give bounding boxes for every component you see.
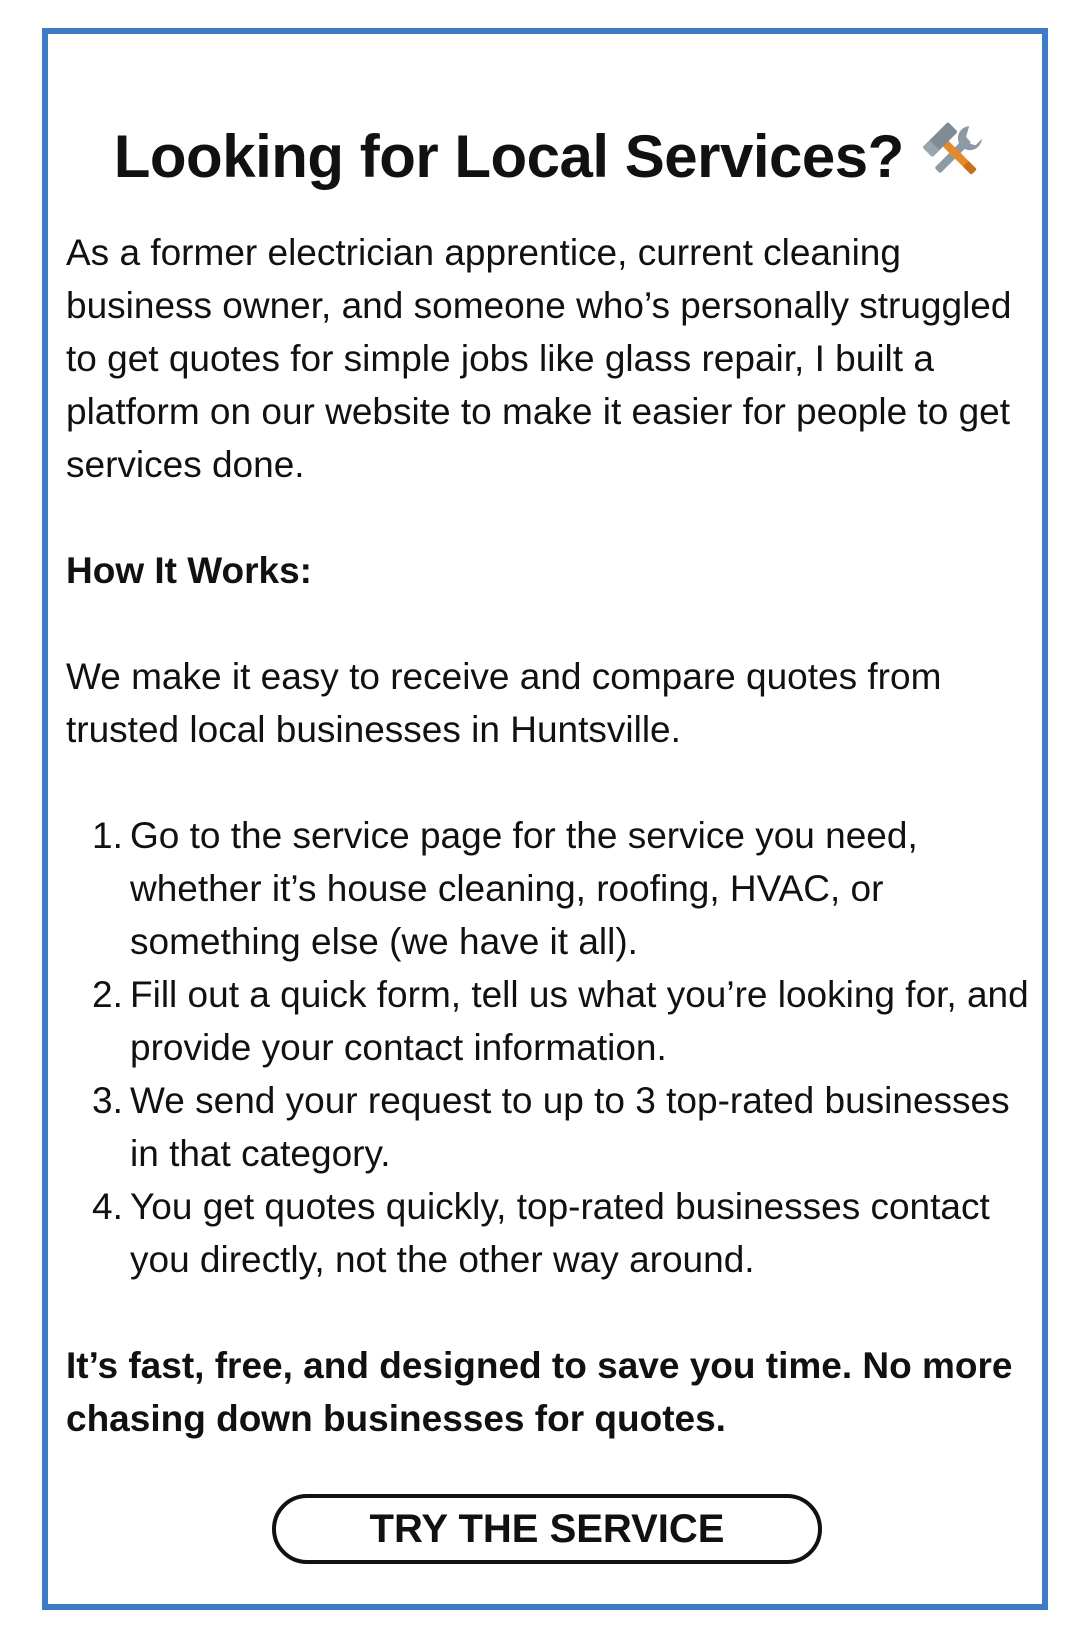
how-it-works-heading: How It Works: <box>66 550 312 591</box>
list-item <box>66 1074 1046 1180</box>
try-the-service-button[interactable]: TRY THE SERVICE <box>272 1494 822 1564</box>
card-frame <box>42 28 1048 1610</box>
step-number: 1. <box>92 815 123 856</box>
closing-statement: It’s fast, free, and designed to save you time. No more chasing down businesses for quotes. <box>66 1345 1013 1439</box>
main-content <box>66 226 1046 1445</box>
step-text: We send your request to up to 3 top-rated businesses in that category. <box>130 1080 1010 1174</box>
list-item <box>66 809 1046 968</box>
step-number: 4. <box>92 1186 123 1227</box>
steps-list <box>66 809 1046 1286</box>
intro-paragraph: As a former electrician apprentice, current cleaning business owner, and someone who’s personally struggled to get quotes for simple jobs like glass repair, I built a platform on our website to make it easier for people to get services done. <box>66 232 1012 485</box>
title-row <box>48 122 1054 191</box>
step-number: 3. <box>92 1080 123 1121</box>
step-text: Go to the service page for the service you need, whether it’s house cleaning, roofing, HVAC, or something else (we have it all). <box>130 815 918 962</box>
step-text: You get quotes quickly, top-rated businesses contact you directly, not the other way around. <box>130 1186 990 1280</box>
list-item <box>66 968 1046 1074</box>
list-item <box>66 1180 1046 1286</box>
how-it-works-description: We make it easy to receive and compare quotes from trusted local businesses in Huntsville. <box>66 656 942 750</box>
step-text: Fill out a quick form, tell us what you’re looking for, and provide your contact information. <box>130 974 1029 1068</box>
step-number: 2. <box>92 974 123 1015</box>
hammer-and-wrench-icon <box>922 120 988 186</box>
page-title: Looking for Local Services? <box>113 123 904 190</box>
